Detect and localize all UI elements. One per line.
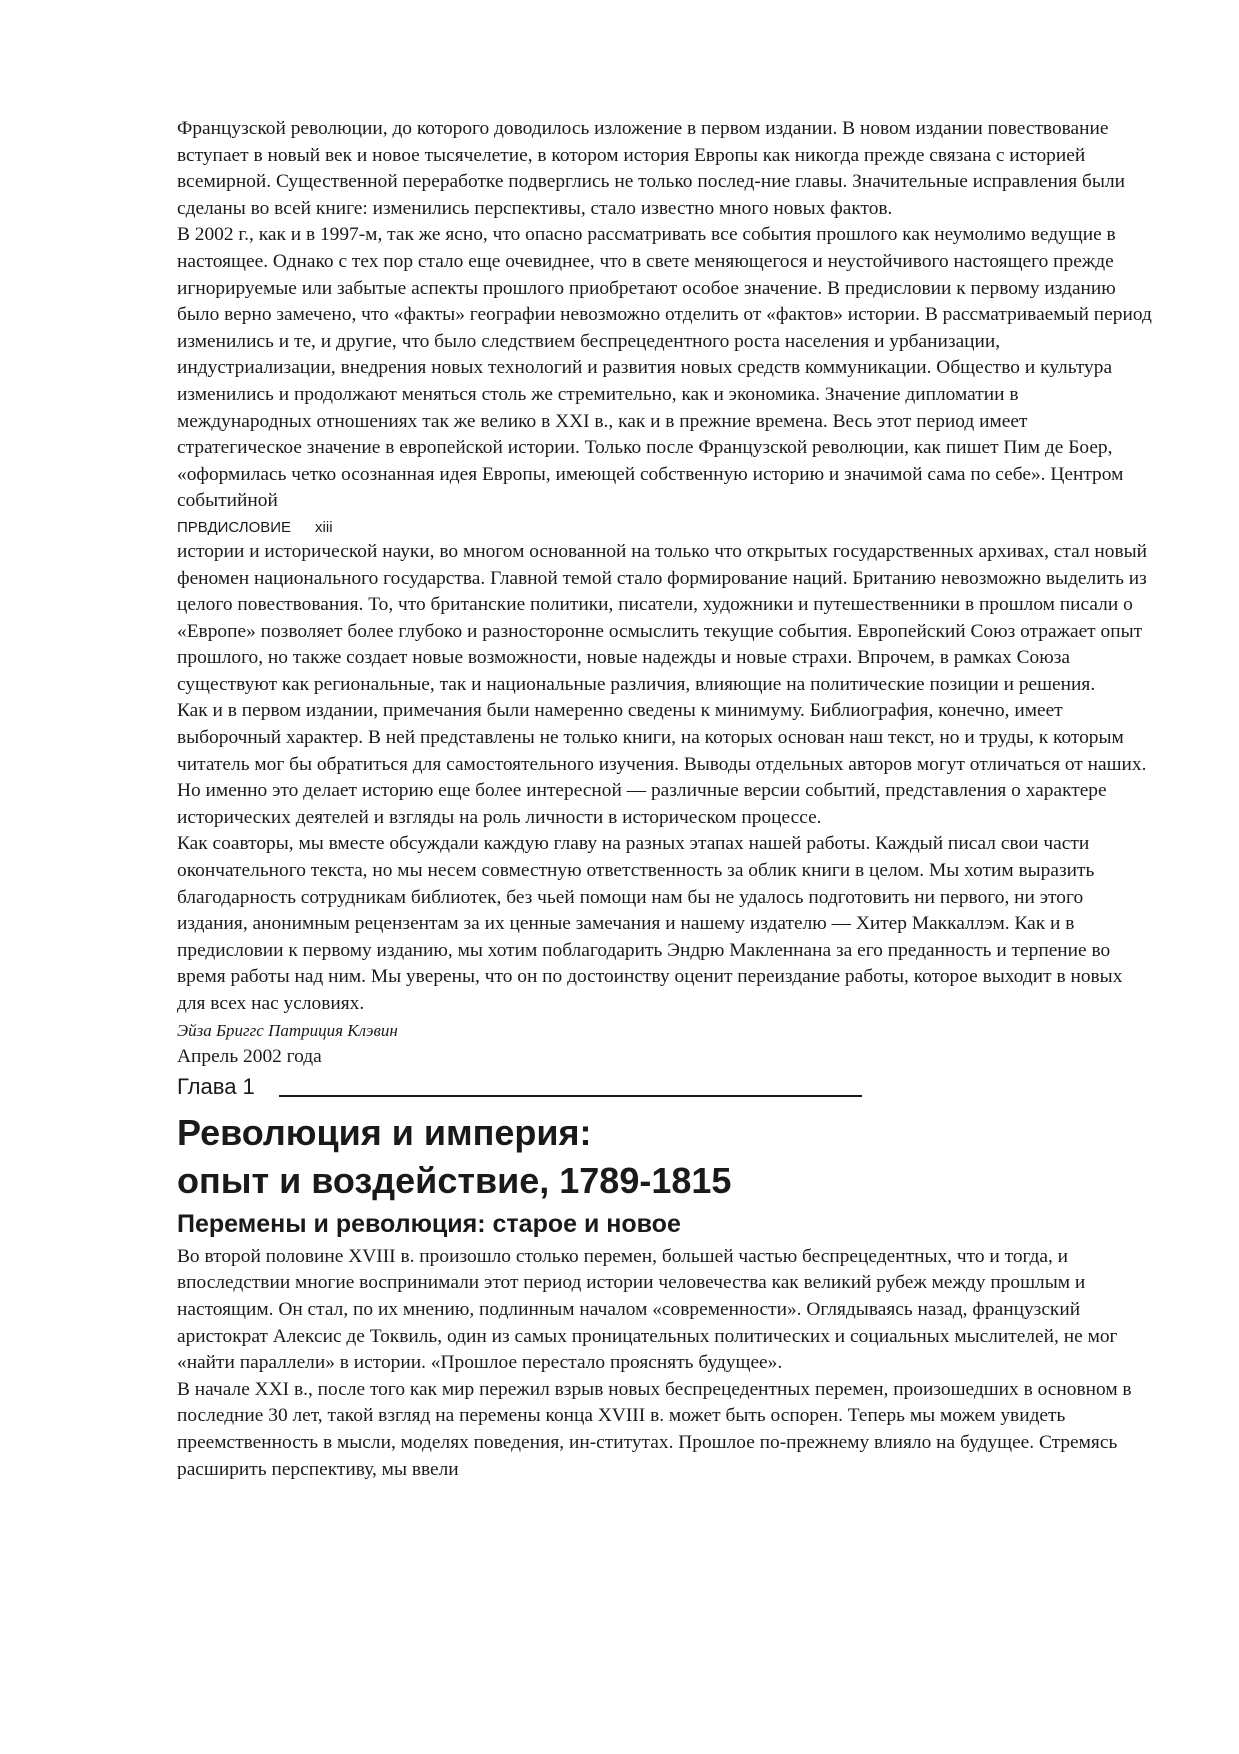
authors-signature: Эйза Бриггс Патриция Клэвин [177, 1020, 398, 1040]
chapter-title [177, 1109, 1152, 1205]
chapter-title-line-1: Революция и империя: [177, 1111, 592, 1153]
document-page [177, 116, 1152, 1483]
running-head-title: ПРВДИСЛОВИЕ [177, 518, 292, 536]
chapter-title-line-2: опыт и воздействие, 1789-1815 [177, 1159, 732, 1201]
paragraph: В начале XXI в., после того как мир пережил взрыв новых беспрецедентных перемен, произошедших в основном в последние 30 лет, такой взгляд на перемены конца XVIII в. может быть оспорен. Теперь мы можем увидеть преемственность в мысли, моделях поведения, ин-ститутах. Прошлое по-прежнему влияло на будущее. Стремясь расширить перспективу, мы ввели [177, 1378, 1132, 1480]
paragraph: Во второй половине XVIII в. произошло столько перемен, большей частью беспрецедентных, что и тогда, и впоследствии многие воспринимали этот период истории человечества как великий рубеж между прошлым и настоящим. Он стал, по их мнению, подлинным началом «современности». Оглядываясь назад, французский аристократ Алексис де Токвиль, один из самых проницательных политических и социальных мыслителей, не мог «найти параллели» в истории. «Прошлое перестало прояснять будущее». [177, 1245, 1118, 1374]
chapter-text-block [177, 1244, 1152, 1483]
page-number: xiii [315, 518, 333, 536]
paragraph: В 2002 г., как и в 1997-м, так же ясно, что опасно рассматривать все события прошлого как неумолимо ведущие в настоящее. Однако с тех пор стало еще очевиднее, что в свете меняющегося и неустойчивого настоящего прежде игнорируемые или забытые аспекты прошлого приобретают особое значение. В предисловии к первому изданию было верно замечено, что «факты» географии невозможно отделить от «фактов» истории. В рассматриваемый период изменились и те, и другие, что было следствием беспрецедентного роста населения и урбанизации, индустриализации, внедрения новых технологий и развития новых средств коммуникации. Общество и культура изменились и продолжают меняться столь же стремительно, как и экономика. Значение дипломатии в международных отношениях так же велико в XXI в., как и в прежние времена. Весь этот период имеет стратегическое значение в европейской истории. Только после Французской революции, как пишет Пим де Боер, «оформилась четко осознанная идея Европы, имеющей собственную историю и значимой сама по себе». Центром событийной [177, 224, 1152, 512]
chapter-rule [279, 1095, 862, 1097]
top-text-block [177, 116, 1152, 515]
chapter-label [177, 1073, 1152, 1101]
date-line: Апрель 2002 года [177, 1046, 322, 1068]
section-title: Перемены и революция: старое и новое [177, 1209, 681, 1238]
paragraph: Как и в первом издании, примечания были намеренно сведены к минимуму. Библиография, конечно, имеет выборочный характер. В ней представлены не только книги, на которых основан наш текст, но и труды, к которым читатель мог бы обратиться для самостоятельного изучения. Выводы отдельных авторов могут отличаться от наших. Но именно это делает историю еще более интересной — различные версии событий, представления о характере исторических деятелей и взгляды на роль личности в историческом процессе. [177, 700, 1147, 828]
running-head [177, 517, 1152, 539]
middle-text-block [177, 539, 1152, 1071]
paragraph: Французской революции, до которого доводилось изложение в первом издании. В новом издании повествование вступает в новый век и новое тысячелетие, в котором история Европы как никогда прежде связана с историей всемирной. Существенной переработке подверглись не только послед-ние главы. Значительные исправления были сделаны во всей книге: изменились перспективы, стало известно много новых фактов. [177, 118, 1126, 219]
chapter-number: Глава 1 [177, 1073, 255, 1099]
paragraph: Как соавторы, мы вместе обсуждали каждую главу на разных этапах нашей работы. Каждый писал свои части окончательного текста, но мы несем совместную ответственность за облик книги в целом. Мы хотим выразить благодарность сотрудникам библиотек, без чьей помощи нам бы не удалось подготовить ни первого, ни этого издания, анонимным рецензентам за их ценные замечания и нашему издателю — Хитер Маккаллэм. Как и в предисловии к первому изданию, мы хотим поблагодарить Эндрю Макленнана за его преданность и терпение во время работы над ним. Мы уверены, что он по достоинству оценит переиздание работы, которое выходит в новых для всех нас условиях. [177, 833, 1123, 1014]
paragraph: истории и исторической науки, во многом основанной на только что открытых государственных архивах, стал новый феномен национального государства. Главной темой стало формирование наций. Британию невозможно выделить из целого повествования. То, что британские политики, писатели, художники и путешественники в прошлом писали о «Европе» позволяет более глубоко и разносторонне осмыслить текущие события. Европейский Союз отражает опыт прошлого, но также создает новые возможности, новые надежды и новые страхи. Впрочем, в рамках Союза существуют как региональные, так и национальные различия, влияющие на политические позиции и решения. [177, 540, 1148, 695]
